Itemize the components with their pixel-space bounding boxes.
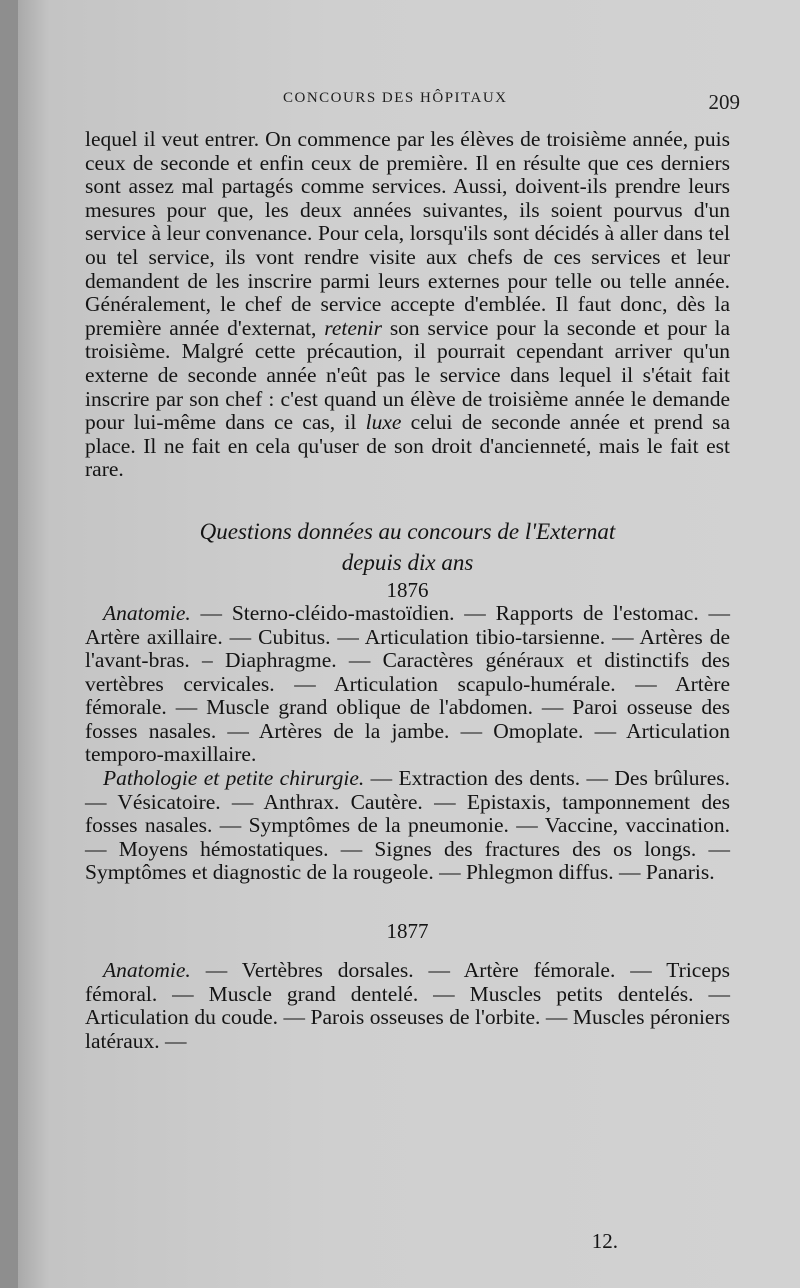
signature-mark: 12. <box>591 1229 618 1253</box>
subject-label: Pathologie et petite chirurgie. <box>103 766 365 791</box>
spacer <box>85 482 730 516</box>
paragraph-1876-anatomy <box>85 602 730 767</box>
paragraph-text: — Sterno-cléido-mastoïdien. — Rapports de l'estomac. — Artère axillaire. — Cubitus. — Articulation tibio-tarsienne. — Artères de l'avant-bras. – Diaphragme. — Caractères généraux et distinctifs des vertèbres cervicales. — Articulation scapulo-humérale. — Artère fémorale. — Muscle grand oblique de l'abdomen. — Paroi osseuse des fosses nasales. — Artères de la jambe. — Omoplate. — Articulation temporo-maxillaire. <box>85 600 730 767</box>
page-number: 209 <box>708 90 740 114</box>
section-title-line-1: Questions données au concours de l'Externat <box>199 518 616 544</box>
book-page <box>18 0 800 1288</box>
body-text <box>85 128 730 1053</box>
paragraph-1877-anatomy <box>85 959 730 1053</box>
running-title: CONCOURS DES HÔPITAUX <box>283 90 508 106</box>
running-head <box>88 90 740 116</box>
paragraph-text: — Vertèbres dorsales. — Artère fémorale. — Triceps fémoral. — Muscle grand dentelé. — Muscles petits dentelés. — Articulation du coude. — Parois osseuses de l'orbite. — Muscles péroniers latéraux. — <box>85 958 730 1053</box>
paragraph-text: son service pour la seconde et pour la troisième. Malgré cette précaution, il pourrait cependant arriver qu'un externe de seconde année n'eût pas le service dans lequel il s'était fait inscrire par son chef : c'est quand un élève de troisième année le demande pour lui-même dans ce cas, il <box>85 315 731 435</box>
paragraph-externat-services <box>85 128 730 482</box>
paragraph-1876-pathology <box>85 767 730 885</box>
year-heading-1876: 1876 <box>386 577 429 602</box>
section-title <box>85 516 730 578</box>
year-heading-1877: 1877 <box>386 919 429 944</box>
paragraph-text: celui de seconde année et prend sa place. Il ne fait en cela qu'user de son droit d'ancienneté, mais le fait est rare. <box>85 410 730 482</box>
emphasis-luxe: luxe <box>365 410 402 435</box>
subject-label: Anatomie. <box>103 958 191 983</box>
subject-label: Anatomie. <box>103 600 191 625</box>
paragraph-text: — Extraction des dents. — Des brûlures. — Vésicatoire. — Anthrax. Cautère. — Epistaxis, tamponnement des fosses nasales. — Symptômes de la pneumonie. — Vaccine, vaccination. — Moyens hémostatiques. — Signes des fractures des os longs. — Symptômes et diagnostic de la rougeole. — Phlegmon diffus. — Panaris. <box>85 766 730 885</box>
section-title-line-2: depuis dix ans <box>341 549 474 575</box>
emphasis-retenir: retenir <box>324 315 382 340</box>
paragraph-text: lequel il veut entrer. On commence par les élèves de troisième année, puis ceux de seconde et enfin ceux de première. Il en résulte que ces derniers sont assez mal partagés comme services. Aussi, doivent-ils prendre leurs mesures pour que, les deux années suivantes, ils soient pourvus d'un service à leur convenance. Pour cela, lorsqu'ils sont décidés à aller dans tel ou tel service, ils vont rendre visite aux chefs de ces services et leur demandent de les inscrire parmi leurs externes pour telle ou telle année. Généralement, le chef de service accepte d'emblée. Il faut donc, dès la première année d'externat, <box>85 127 730 340</box>
